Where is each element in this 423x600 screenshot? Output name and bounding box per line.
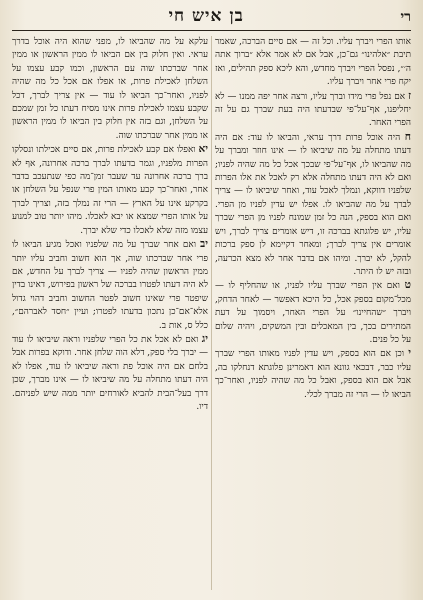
paragraph: [215, 36, 411, 90]
left-text-column: [12, 36, 208, 592]
paragraph-letter: יב: [200, 238, 208, 251]
paragraph: [12, 333, 208, 414]
book-title: בן איש חי: [168, 6, 244, 26]
paragraph: [215, 90, 411, 131]
paragraph-text: עלקא על מה שהביאו לו, מפני שהוא היה אוכל בדרך עראי. ואין חלוק בין אם הביאו לו ממין הראשון או ממין אחר שברכתו שוה עם הראשון, וכמו קבע עצמו על השלחן לאכילת פרות, או אפלו אם אכל כל מה שהיה לפניו, ואחר־כך הביאו לו עוד — אין צריך לברך, דכל שקבע עצמו לאכילת פרות אינו מסיח דעתו כל זמן שמכם על השלחן, וגם בזה אין חלוק בין הביאו לו ממין הראשון או ממין אחר שברכתו שוה.: [12, 37, 208, 141]
paragraph-text: אותו הפרי ויברך עליו. וכל זה — אם סיים הברכה, שאמר תיבת ״אלהינו״ גם־כן, אבל אם לא אמר אלא ״ברוך אתה ה׳״, נפסל הפרי ויברך מחדש, והא ליכא ספק תהילים, ואז יקח פרי אחר ויברך עליו.: [215, 37, 411, 88]
right-text-column: [215, 36, 411, 592]
paragraph: [12, 238, 208, 333]
paragraph: [215, 347, 411, 402]
paragraph-letter: י: [408, 347, 411, 360]
paragraph-text: ואם לא אכל את כל הפרי שלפניו וראה שיביאו לו עוד — יברך בלי ספק, דלא הוה שלחן אחר. ודוקא בפרות אבל בלחם אם היה אוכל פת וראה שיביאו לו עוד, אפלו לא היה דעתו מתחלה על מה שיביאו לו — אינו מברך, שכן דרך בעל־הבית להביא לאורחים יותר ממה שיש לפניהם. דיו.: [12, 334, 208, 412]
paragraph-text: ואפלו אם קבע לאכילת פרות, אם סיים אכילתו ונסלקו הפרות מלפניו, וגמר בדעתו לברך ברכה אחרונה, אף לא ברך ברכה אחרונה עד שעבר זמן־מה כפי שנתעכב בדבר אחר, ואחר־כך קבע מאותו המין פרי שנפל על השלחן או בקרקע אינו על הארץ — הרי זה נמלך בזה, וצריך לברך על אותו הפרי שמצא או יבא לאכלו. מיהו יותר טוב למנוע עצמו מזה שלא לאכלו כדי שלא יברך.: [12, 145, 208, 236]
paragraph: [12, 143, 208, 238]
paragraph-letter: יא: [198, 143, 208, 156]
paragraph: [215, 279, 411, 347]
page-header: [12, 6, 411, 30]
paragraph: [215, 131, 411, 279]
paragraph-letter: ז: [408, 89, 411, 102]
paragraph-letter: ח: [404, 130, 411, 143]
paragraph-text: ואם אחר שברך על מה שלפניו ואכל מגיע הביאו לו פרי אחר שברכתו שוה, אך הוא חשוב וחביב עליו יותר ממין הראשון שהיה לפניו — צריך לברך על החדש, אם לא היה דעתו לפטרו בברכה של ראשון בפירוש, דאינו בדין שיפטר פרי שאינו חשוב לפטר החשוב וחביב דהוי גדול אלא־אם־כן נתכון בדעתו לפטרו; ועיין ״חסד לאברהם״, כלל ס, אות ב.: [12, 240, 208, 331]
paragraph: [12, 36, 208, 143]
section-number: רי: [400, 9, 411, 25]
paragraph-text: היה אוכל פרות דרך עראי, והביאו לו עוד: אם היה דעתו מתחלה על מה שיביאו לו — אינו חוזר ומברך על מה שהביאו לו, אף־על־פי שבכך אכל כל מה שהיה לפניו; ואם לא היה דעתו מתחלה אלא רק לאכל את אלו הפרות שלפניו דווקא, ונמלך לאכל עוד, ואחר שיביאו לו — צריך לברך על מה שהביאו לו. אפלו יש עדין לפניו מן הפרי. ואם הוא בספק, הנה כל זמן שמונח לפניו מן הפרי שברך עליו, יש פלוגתא בברכה זו, דיש אומרים צריך לברך, ויש אומרים אין צריך לברך; ומאחר דקיימא לן ספק ברכות להקל, לא יברך. ומיהו אם בדבר אחר לא מצא הכרעה, ובזה יש לו היתר.: [215, 132, 411, 277]
paragraph-text: ואם אין הפרי שברך עליו לפניו, או שהחליף לו — מכל־מקום בספק אכל, כל היכא דאפשר — לאחר הדחק, ויברך ״שהחיינו״ על הפרי האחר, ויסמוך על דעת המתירים בכך, בין המאכלים ובין המשקים, ויהיה שלום על כל פנים.: [215, 281, 411, 345]
paragraph-letter: ט: [404, 279, 411, 292]
paragraph-text: אם נפל פרי מידו וברך עליו, ורצה אחר יפה ממנו — לא יחליפנו, אף־על־פי שבדעתו היה בעת שברך גם על זה הפרי האחר.: [215, 91, 411, 129]
paragraph-text: וכן אם הוא בספק, ויש עדין לפניו מאותו הפרי שברך עליו כבר, דבכאי גוונא הוא דאמרינן פלוגתא דנחלקו בה, אבל אם הוא בספק, ואבל כל מה שהיה לפניו, ואחר־כך הביאו לו — הרי זה מברך לכלי.: [215, 349, 411, 400]
header-rule: [12, 30, 411, 31]
paragraph-letter: יג: [201, 332, 208, 345]
column-divider: [211, 36, 212, 590]
